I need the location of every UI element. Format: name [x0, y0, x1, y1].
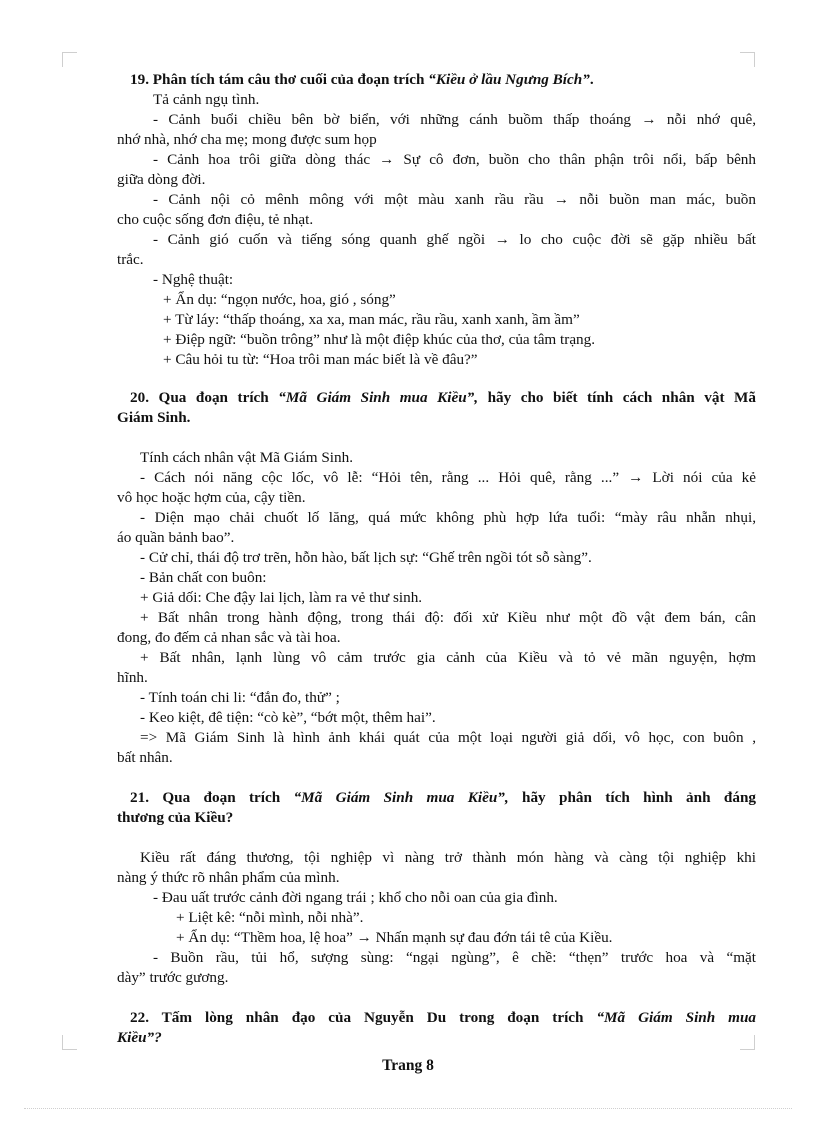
paragraph-line: + Giả dối: Che đậy lai lịch, làm ra vẻ thư sinh. — [140, 589, 423, 606]
paragraph-line: + Bất nhân trong hành động, trong thái độ: đối xử Kiều như một đồ vật đem bán, cân — [140, 609, 756, 626]
section-21-heading: thương của Kiều? — [117, 809, 234, 826]
paragraph-line: - Keo kiệt, đê tiện: “cò kè”, “bớt một, thêm hai”. — [140, 709, 436, 726]
paragraph-line: Tính cách nhân vật Mã Giám Sinh. — [140, 449, 353, 466]
paragraph-line: + Câu hỏi tu từ: “Hoa trôi man mác biết là về đâu?” — [163, 351, 478, 368]
paragraph-line: - Tính toán chi li: “đắn đo, thử” ; — [140, 689, 340, 706]
paragraph-line: - Cảnh nội cỏ mênh mông với một màu xanh rầu rầu → nỗi buồn man mác, buồn — [153, 191, 756, 208]
page-corner-mark — [740, 52, 755, 67]
page-number: Trang 8 — [382, 1057, 434, 1074]
paragraph-line: Tả cảnh ngụ tình. — [153, 91, 260, 108]
paragraph-line: - Nghệ thuật: — [153, 271, 234, 288]
paragraph-line: => Mã Giám Sinh là hình ảnh khái quát của một loại người giả dối, vô học, con buôn , — [140, 729, 756, 746]
paragraph-line: - Đau uất trước cảnh đời ngang trái ; khổ cho nỗi oan của gia đình. — [153, 889, 558, 906]
section-19-heading: 19. Phân tích tám câu thơ cuối của đoạn trích “Kiều ở lầu Ngưng Bích”. — [130, 71, 594, 88]
section-21-heading: 21. Qua đoạn trích “Mã Giám Sinh mua Kiều”, hãy phân tích hình ảnh đáng — [130, 789, 756, 806]
paragraph-line: + Ẩn dụ: “Thềm hoa, lệ hoa” → Nhấn mạnh sự đau đớn tái tê của Kiều. — [176, 929, 613, 946]
paragraph-line: cho cuộc sống đơn điệu, tẻ nhạt. — [117, 211, 314, 228]
paragraph-line: nhớ nhà, nhớ cha mẹ; mong được sum họp — [117, 131, 377, 148]
paragraph-line: - Buồn rầu, tủi hổ, sượng sùng: “ngại ngùng”, ê chề: “thẹn” trước hoa và “mặt — [153, 949, 756, 966]
paragraph-line: + Bất nhân, lạnh lùng vô cảm trước gia cảnh của Kiều và tỏ vẻ mãn nguyện, hợm — [140, 649, 756, 666]
paragraph-line: - Diện mạo chải chuốt lố lăng, quá mức không phù hợp lứa tuổi: “mày râu nhẵn nhụi, — [140, 509, 756, 526]
paragraph-line: - Cảnh buổi chiều bên bờ biển, với những cánh buồm thấp thoáng → nỗi nhớ quê, — [153, 111, 756, 128]
paragraph-line: + Điệp ngữ: “buồn trông” như là một điệp khúc của thơ, của tâm trạng. — [163, 331, 596, 348]
page-corner-mark — [62, 52, 77, 67]
paragraph-line: - Bản chất con buôn: — [140, 569, 267, 586]
paragraph-line: - Cách nói năng cộc lốc, vô lễ: “Hỏi tên, rằng ... Hỏi quê, rằng ...” → Lời nói của kẻ — [140, 469, 756, 486]
paragraph-line: bất nhân. — [117, 749, 173, 766]
paragraph-line: hĩnh. — [117, 669, 148, 686]
paragraph-line: vô học hoặc hợm của, cậy tiền. — [117, 489, 306, 506]
page-corner-mark — [740, 1035, 755, 1050]
paragraph-line: - Cảnh gió cuốn và tiếng sóng quanh ghế ngồi → lo cho cuộc đời sẽ gặp nhiều bất — [153, 231, 756, 248]
paragraph-line: nàng ý thức rõ nhân phẩm của mình. — [117, 869, 340, 886]
paragraph-line: - Cảnh hoa trôi giữa dòng thác → Sự cô đơn, buồn cho thân phận trôi nổi, bấp bênh — [153, 151, 756, 168]
paragraph-line: Kiều rất đáng thương, tội nghiệp vì nàng trở thành món hàng và càng tội nghiệp khi — [140, 849, 756, 866]
paragraph-line: + Liệt kê: “nỗi mình, nỗi nhà”. — [176, 909, 364, 926]
paragraph-line: áo quần bảnh bao”. — [117, 529, 235, 546]
paragraph-line: + Từ láy: “thấp thoáng, xa xa, man mác, rầu rầu, xanh xanh, ầm ầm” — [163, 311, 580, 328]
page-bottom-divider — [24, 1108, 792, 1109]
paragraph-line: trắc. — [117, 251, 144, 268]
paragraph-line: đong, đo đếm cả nhan sắc và tài hoa. — [117, 629, 341, 646]
section-22-heading: Kiều”? — [117, 1029, 162, 1046]
page-corner-mark — [62, 1035, 77, 1050]
paragraph-line: + Ẩn dụ: “ngọn nước, hoa, gió , sóng” — [163, 291, 396, 308]
paragraph-line: - Cử chỉ, thái độ trơ trẽn, hỗn hào, bất lịch sự: “Ghế trên ngồi tót sỗ sàng”. — [140, 549, 592, 566]
section-20-heading: Giám Sinh. — [117, 409, 191, 426]
section-22-heading: 22. Tấm lòng nhân đạo của Nguyễn Du trong đoạn trích “Mã Giám Sinh mua — [130, 1009, 756, 1026]
section-20-heading: 20. Qua đoạn trích “Mã Giám Sinh mua Kiều”, hãy cho biết tính cách nhân vật Mã — [130, 389, 756, 406]
paragraph-line: dày” trước gương. — [117, 969, 229, 986]
paragraph-line: giữa dòng đời. — [117, 171, 206, 188]
